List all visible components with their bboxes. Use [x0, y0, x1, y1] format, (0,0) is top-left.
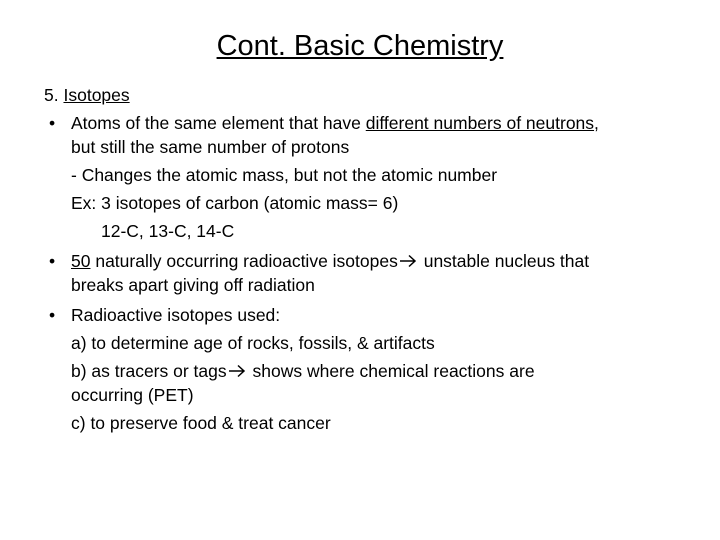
bullet-marker: • — [49, 251, 56, 271]
section-title: Isotopes — [63, 85, 130, 105]
bullet-1-sub-3: 12-C, 13-C, 14-C — [101, 221, 235, 241]
bullet-2-post: unstable nucleus that — [418, 251, 590, 271]
bullet-3-item-b-cont: occurring (PET) — [71, 385, 194, 405]
section-heading — [44, 84, 130, 106]
bullet-marker: • — [49, 305, 56, 325]
bullet-1-sub-1: - Changes the atomic mass, but not the atomic number — [71, 165, 498, 185]
bullet-3-item-b-pre: b) as tracers or tags — [71, 361, 227, 381]
bullet-marker: • — [49, 113, 56, 133]
bullet-3-item-c: c) to preserve food & treat cancer — [71, 413, 331, 433]
bullet-1-line-1 — [71, 112, 599, 134]
bullet-1-post: , — [594, 113, 599, 133]
bullet-1-pre: Atoms of the same element that have — [71, 113, 366, 133]
bullet-1-emphasis: different numbers of neutrons — [365, 113, 595, 133]
bullet-3-line-1: Radioactive isotopes used: — [71, 305, 281, 325]
slide-title: Cont. Basic Chemistry — [216, 30, 504, 62]
right-arrow-icon — [228, 364, 246, 378]
bullet-1-sub-2: Ex: 3 isotopes of carbon (atomic mass= 6) — [71, 193, 399, 213]
bullet-2-emphasis: 50 — [71, 251, 91, 271]
bullet-1-line-2: but still the same number of protons — [71, 137, 350, 157]
bullet-3-item-b — [71, 360, 535, 382]
bullet-2-line-1 — [71, 250, 589, 272]
bullet-2-line-2: breaks apart giving off radiation — [71, 275, 315, 295]
bullet-3-item-a: a) to determine age of rocks, fossils, & artifacts — [71, 333, 435, 353]
bullet-2-pre: naturally occurring radioactive isotopes — [90, 251, 398, 271]
right-arrow-icon — [399, 254, 417, 268]
bullet-3-item-b-post: shows where chemical reactions are — [247, 361, 535, 381]
section-number: 5. — [44, 85, 59, 105]
